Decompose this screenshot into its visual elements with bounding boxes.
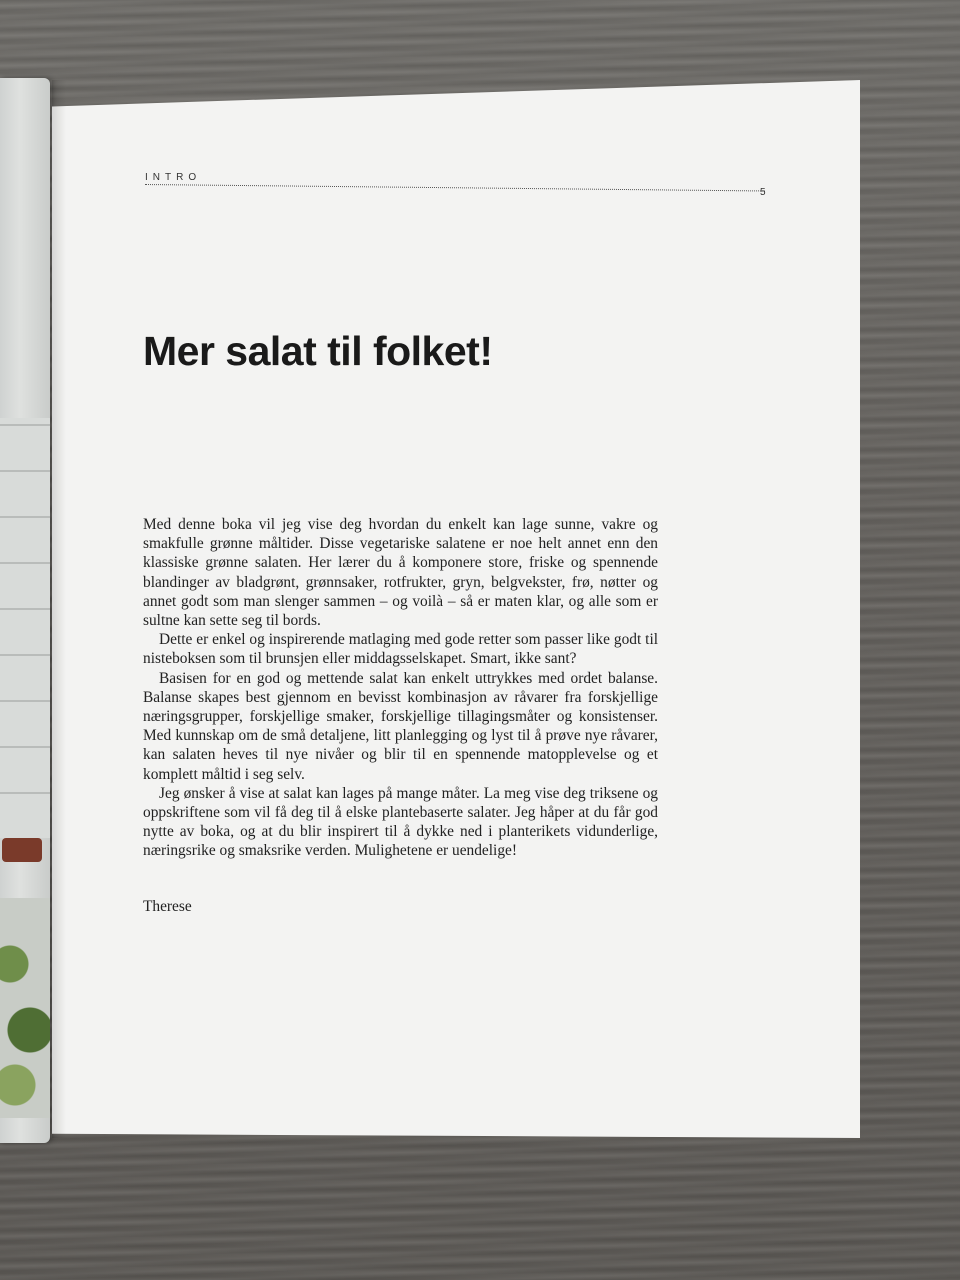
paragraph: Dette er enkel og inspirerende matlaging med gode retter som passer like godt til nisteboksen som til brunsjen eller middagsselskapet. Smart, ikke sant? (143, 631, 658, 668)
page-number: 5 (760, 187, 766, 198)
paragraph: Med denne boka vil jeg vise deg hvordan du enkelt kan lage sunne, vakre og smakfulle grønne måltider. Disse vegetariske salatene er noe helt annet enn den klassiske grønne salaten. Her lærer du å komponere store, friske og spennende blandinger av bladgrønt, grønnsaker, rotfrukter, gryn, belgvekster, frø, nøtter og annet godt som man slenger sammen – og voilà – så er maten klar, og alle som er sultne kan sette seg til bords. (143, 516, 658, 630)
salad-greens (0, 898, 50, 1118)
signature: Therese (143, 898, 192, 915)
tile-wall (0, 418, 50, 838)
page-gutter-shadow (52, 80, 66, 1138)
section-label: INTRO (145, 172, 202, 183)
paragraph: Jeg ønsker å vise at salat kan lages på mange måter. La meg vise deg triksene og oppskriftene som vil få deg til å elske plantebaserte salater. Jeg håper at du får god nytte av boka, og at du blir inspirert til å dykke ned i planterikets vidunderlige, næringsrike og smaksrike verden. Mulighetene er uendelige! (143, 784, 658, 860)
pot (2, 838, 42, 862)
left-page-photo (0, 78, 50, 1143)
paragraph: Basisen for en god og mettende salat kan enkelt uttrykkes med ordet balanse. Balanse skapes best gjennom en bevisst kombinasjon av råvarer fra forskjellige næringsgrupper, forskjellige smaker, forskjellige tillagingsmåter og konsistenser. Med kunnskap om de små detaljene, litt planlegging og lyst til å prøve nye råvarer, kan salaten heves til nye nivåer og blir til en spennende matopplevelse og et komplett måltid i seg selv. (143, 669, 658, 783)
body-text (143, 515, 658, 861)
page-title: Mer salat til folket! (143, 328, 493, 374)
